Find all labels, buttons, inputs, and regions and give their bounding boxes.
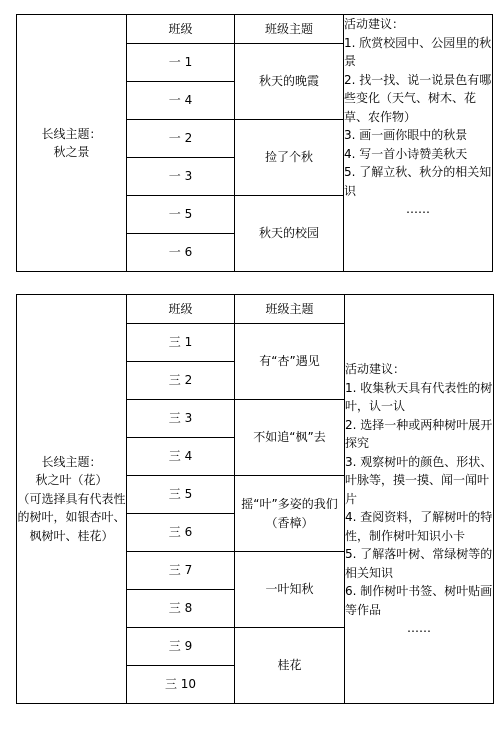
suggestions-title: 活动建议：: [344, 17, 405, 31]
class-theme-cell: 秋天的校园: [235, 196, 344, 272]
class-cell: 一 3: [127, 158, 235, 196]
col-header-class: 班级: [127, 15, 235, 44]
suggestions-ellipsis: ……: [407, 621, 431, 636]
header-row: [17, 15, 493, 44]
class-cell: 一 4: [127, 82, 235, 120]
suggestion-item: 2. 选择一种或两种树叶展开探究: [345, 417, 493, 451]
class-cell: 三 8: [127, 590, 235, 628]
long-theme-name: 秋之叶（花）: [35, 473, 108, 488]
suggestion-item: 2. 找一找、说一说景色有哪些变化（天气、树木、花草、农作物）: [344, 72, 492, 124]
class-cell: 三 6: [127, 514, 235, 552]
class-cell: 三 3: [127, 400, 235, 438]
class-theme-cell: 不如追“枫”去: [235, 400, 345, 476]
header-row: [17, 295, 494, 324]
class-theme-cell: 捡了个秋: [235, 120, 344, 196]
long-theme-cell: [17, 295, 127, 704]
col-header-class: 班级: [127, 295, 235, 324]
class-theme-cell: 有“杏”遇见: [235, 324, 345, 400]
class-cell: 三 1: [127, 324, 235, 362]
suggestions-title: 活动建议：: [345, 362, 406, 377]
suggestion-item: 3. 画一画你眼中的秋景: [344, 128, 468, 142]
class-theme-cell: 一叶知秋: [235, 552, 345, 628]
activity-suggestions-cell: [344, 15, 493, 272]
class-cell: 一 5: [127, 196, 235, 234]
suggestion-item: 5. 了解落叶树、常绿树等的相关知识: [345, 547, 493, 580]
long-theme-cell: [17, 15, 127, 272]
suggestions-ellipsis: ……: [406, 202, 430, 216]
long-theme-label: 长线主题：: [41, 126, 102, 141]
col-header-theme: 班级主题: [235, 295, 345, 324]
class-theme-cell: 摇“叶”多姿的我们（香樟）: [235, 476, 345, 552]
class-cell: 一 1: [127, 44, 235, 82]
activity-suggestions-cell: [345, 295, 494, 704]
class-theme-cell: 桂花: [235, 628, 345, 704]
table-autumn-leaves: [16, 294, 494, 704]
long-theme-label: 长线主题：: [41, 454, 102, 469]
class-cell: 三 2: [127, 362, 235, 400]
long-theme-note: （可选择具有代表性的树叶，如银杏叶、枫树叶、桂花）: [17, 491, 126, 543]
table-autumn-scenery: [16, 14, 493, 272]
class-theme-cell: 秋天的晚霞: [235, 44, 344, 120]
suggestion-item: 3. 观察树叶的颜色、形状、叶脉等，摸一摸、闻一闻叶片: [345, 454, 493, 506]
class-cell: 一 6: [127, 234, 235, 272]
class-cell: 三 9: [127, 628, 235, 666]
long-theme-name: 秋之景: [53, 145, 90, 159]
class-cell: 三 7: [127, 552, 235, 590]
col-header-theme: 班级主题: [235, 15, 344, 44]
class-cell: 三 4: [127, 438, 235, 476]
class-cell: 一 2: [127, 120, 235, 158]
suggestion-item: 4. 查阅资料，了解树叶的特性，制作树叶知识小卡: [345, 510, 493, 543]
class-cell: 三 5: [127, 476, 235, 514]
suggestion-item: 5. 了解立秋、秋分的相关知识: [344, 165, 492, 198]
suggestion-item: 1. 收集秋天具有代表性的树叶，认一认: [345, 380, 493, 414]
suggestion-item: 1. 欣赏校园中、公园里的秋景: [344, 35, 492, 68]
class-cell: 三 10: [127, 666, 235, 704]
suggestion-item: 4. 写一首小诗赞美秋天: [344, 146, 468, 161]
suggestion-item: 6. 制作树叶书签、树叶贴画等作品: [345, 584, 493, 617]
